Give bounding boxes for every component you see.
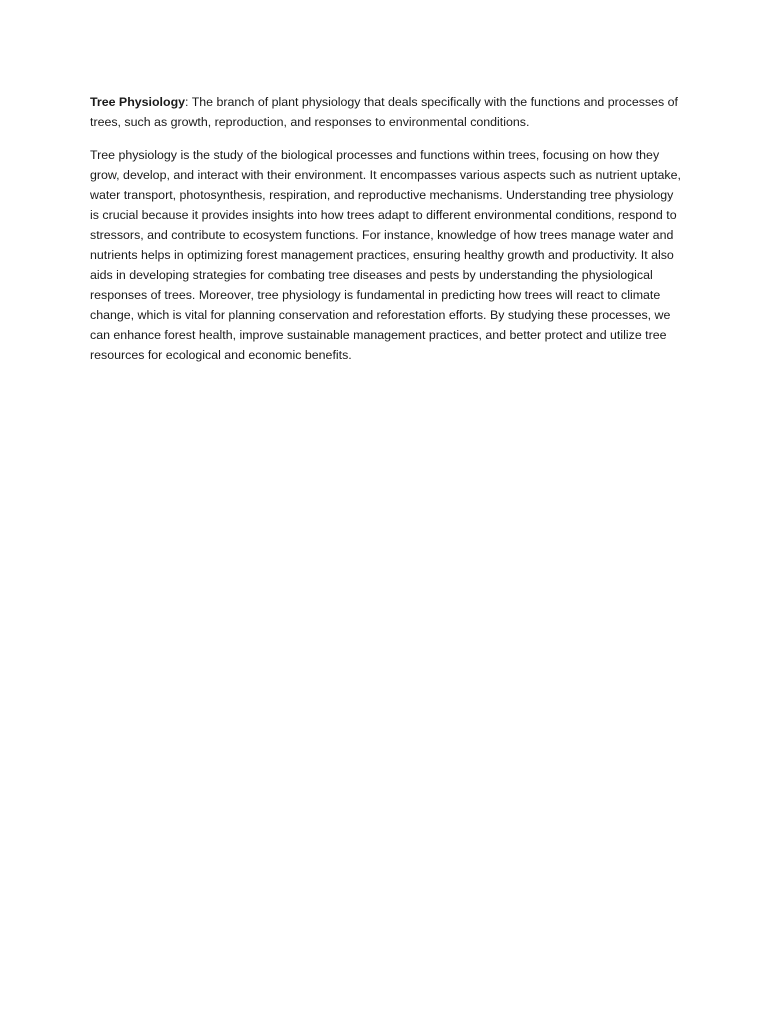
- definition-term: Tree Physiology: [90, 95, 186, 109]
- document-body: [90, 92, 684, 365]
- definition-text: The branch of plant physiology that deals specifically with the functions and processes of trees, such as growth, reproduction, and responses to environmental conditions.: [90, 95, 678, 129]
- definition-paragraph: [90, 92, 684, 132]
- definition-separator: :: [185, 95, 192, 109]
- body-paragraph: Tree physiology is the study of the biological processes and functions within trees, focusing on how they grow, develop, and interact with their environment. It encompasses various aspects such as nutrient uptake, water transport, photosynthesis, respiration, and reproductive mechanisms. Understanding tree physiology is crucial because it provides insights into how trees adapt to different environmental conditions, respond to stressors, and contribute to ecosystem functions. For instance, knowledge of how trees manage water and nutrients helps in optimizing forest management practices, ensuring healthy growth and productivity. It also aids in developing strategies for combating tree diseases and pests by understanding the physiological responses of trees. Moreover, tree physiology is fundamental in predicting how trees will react to climate change, which is vital for planning conservation and reforestation efforts. By studying these processes, we can enhance forest health, improve sustainable management practices, and better protect and utilize tree resources for ecological and economic benefits.: [90, 148, 681, 362]
